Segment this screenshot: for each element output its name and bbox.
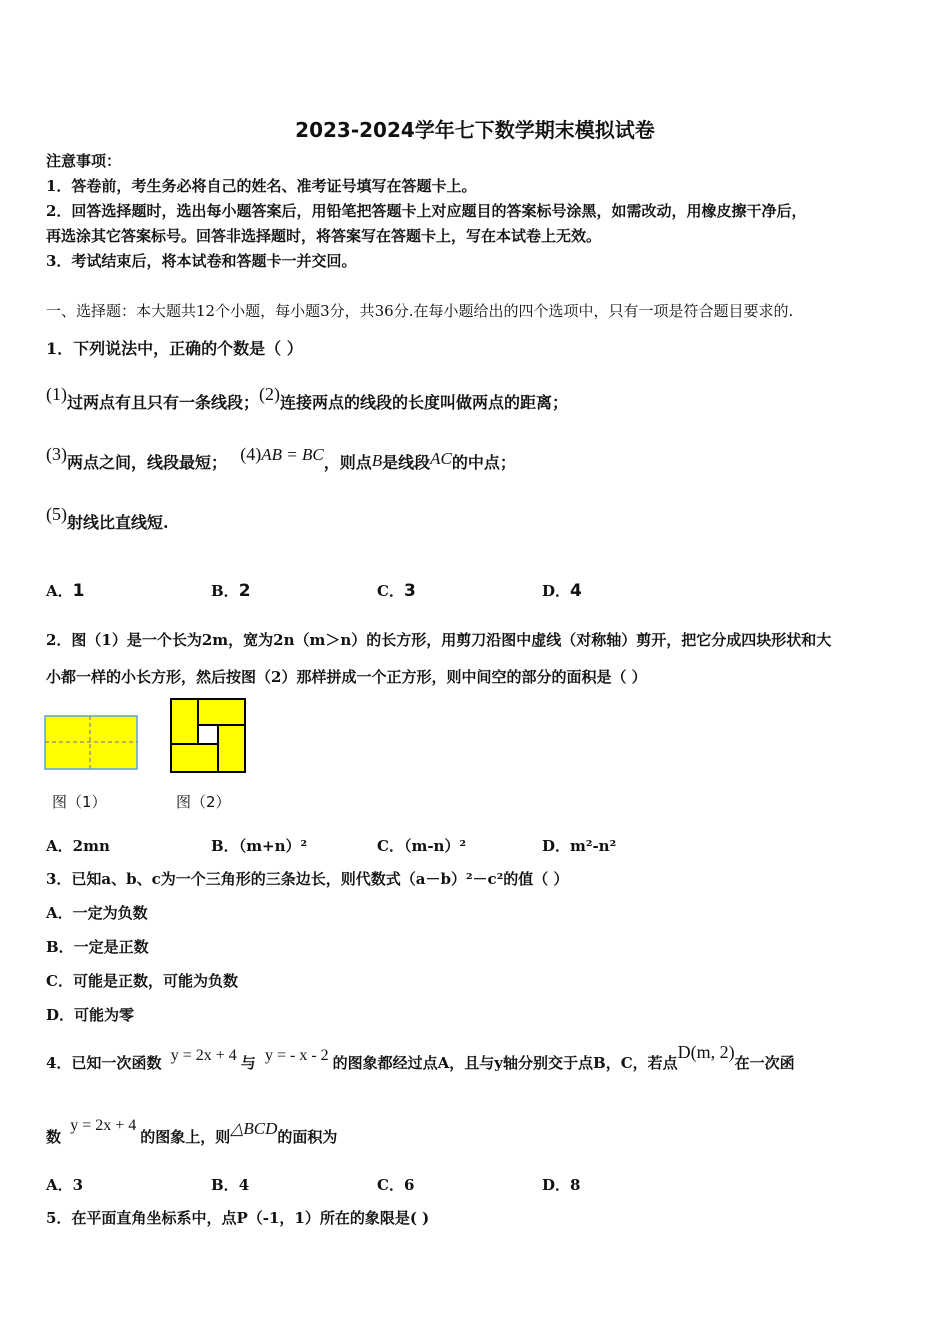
q4-option-c [377,1174,414,1195]
q4-function-2: y = - x - 2 [264,1047,329,1064]
q1-point-b: B [371,451,383,470]
q1-option-d [542,580,582,601]
q1-num-5: (5) [46,504,67,524]
notice-heading: 注意事项： [46,152,122,170]
q4-text-6: 的图象上，则 [140,1128,231,1146]
q3-option-d: D．可能为零 [46,1006,135,1024]
notice-item-2a: 2．回答选择题时，选出每小题答案后，用铅笔把答题卡上对应题目的答案标号涂黑，如需改动，用橡皮擦干净后， [46,202,807,220]
q2-option-c-label: C． [377,837,404,855]
q4-option-c-value: 6 [403,1176,415,1194]
q1-option-c [377,580,416,601]
q1-num-4: (4) [240,444,262,464]
section-1-text: 一、选择题：本大题共12个小题，每小题3分，共36分.在每小题给出的四个选项中，只有一项是符合题目要求的. [46,302,794,320]
notice-item-2b: 再选涂其它答案标号。回答非选择题时，将答案写在答题卡上，写在本试卷上无效。 [46,227,602,245]
q4-text-7: 的面积为 [277,1128,338,1146]
q3-option-a: A．一定为负数 [46,904,148,922]
q2-option-a-label: A． [46,837,73,855]
notice-item-1: 1．答卷前，考生务必将自己的姓名、准考证号填写在答题卡上。 [46,177,477,195]
q1-segment-ac: AC [430,449,452,468]
q2-figure-2-caption: 图（2） [176,793,231,811]
q1-option-b-value: 2 [238,581,251,601]
q2-option-a-value: 2mn [72,837,110,855]
q4-option-d [542,1174,580,1195]
q2-option-d-value: m²-n² [570,837,617,855]
q4-option-d-value: 8 [570,1176,581,1194]
notice-item-3: 3．考试结束后，将本试卷和答题卡一并交回。 [46,252,357,270]
q2-stem-line-1: 2．图（1）是一个长为2m，宽为2n（m＞n）的长方形，用剪刀沿图中虚线（对称轴）剪开，把它分成四块形状和大 [46,631,832,649]
q4-point-d: D(m, 2) [677,1042,735,1062]
q4-option-b-label: B． [211,1176,239,1194]
q4-text-3: 的图象都经过点A，且与y轴分别交于点B，C，若点 [332,1054,678,1072]
q1-stem: 1．下列说法中，正确的个数是（ ） [46,339,303,358]
q1-text-4c: 的中点； [451,453,516,472]
q2-option-b-value: （m+n）² [238,837,308,855]
q1-num-1: (1) [46,384,67,404]
q1-num-3: (3) [46,444,67,464]
q4-text-2: 与 [240,1054,256,1072]
q2-figure-1-caption: 图（1） [52,793,107,811]
q4-triangle-bcd: △BCD [230,1119,278,1138]
q4-option-b [211,1174,249,1195]
q1-statement-3 [46,444,516,473]
figure-2-center-hole [198,725,218,744]
q2-figure-1 [44,714,140,772]
q1-text-3: 两点之间，线段最短； [67,453,228,472]
q4-function-1: y = 2x + 4 [170,1047,237,1064]
q2-figure-2 [170,698,248,774]
q1-text-4b: 是线段 [382,453,431,472]
q2-option-c-value: （m-n）² [403,837,467,855]
q1-option-d-label: D． [542,582,571,600]
q2-stem-line-2: 小都一样的小长方形，然后按图（2）那样拼成一个正方形，则中间空的部分的面积是（ ） [46,668,647,686]
q1-text-4a: ，则点 [323,453,372,472]
q4-function-3: y = 2x + 4 [70,1117,137,1134]
q3-stem: 3．已知a、b、c为一个三角形的三条边长，则代数式（a－b）²－c²的值（ ） [46,870,569,888]
q4-text-1: 4．已知一次函数 [46,1054,162,1072]
q1-text-2: 连接两点的线段的长度叫做两点的距离； [280,393,569,412]
page-title: 2023-2024学年七下数学期末模拟试卷 [295,118,655,142]
q1-statement-5 [46,504,169,533]
q2-option-c [377,835,466,856]
q2-option-b-label: B． [211,837,239,855]
q2-option-a [46,835,110,856]
q2-option-b [211,835,307,856]
q1-option-c-label: C． [377,582,404,600]
q1-option-a [46,580,84,601]
q4-stem-line-2 [46,1117,338,1148]
q1-option-b [211,580,251,601]
q1-option-c-value: 3 [403,581,416,601]
q1-text-1: 过两点有且只有一条线段； [67,393,260,412]
q1-eq-4: AB = BC [261,445,324,464]
q4-option-d-label: D． [542,1176,571,1194]
q4-option-b-value: 4 [238,1176,250,1194]
q1-statement-1 [46,384,569,413]
q1-option-d-value: 4 [570,581,582,601]
q1-option-a-label: A． [46,582,73,600]
q1-option-a-value: 1 [72,581,85,601]
q5-stem: 5．在平面直角坐标系中，点P（-1，1）所在的象限是( ) [46,1209,430,1227]
q4-text-4: 在一次函 [734,1054,795,1072]
q3-option-b: B．一定是正数 [46,938,149,956]
q4-option-a-label: A． [46,1176,73,1194]
q4-text-5: 数 [46,1128,62,1146]
q1-text-5: 射线比直线短. [67,513,169,532]
q4-stem-line-1 [46,1042,795,1074]
q4-option-a [46,1174,83,1195]
q4-option-a-value: 3 [72,1176,84,1194]
q1-num-2: (2) [259,384,281,404]
q2-option-d [542,835,616,856]
q2-option-d-label: D． [542,837,571,855]
q1-option-b-label: B． [211,582,239,600]
q4-option-c-label: C． [377,1176,404,1194]
section-1-heading [46,301,793,321]
q3-option-c: C．可能是正数，可能为负数 [46,972,238,990]
